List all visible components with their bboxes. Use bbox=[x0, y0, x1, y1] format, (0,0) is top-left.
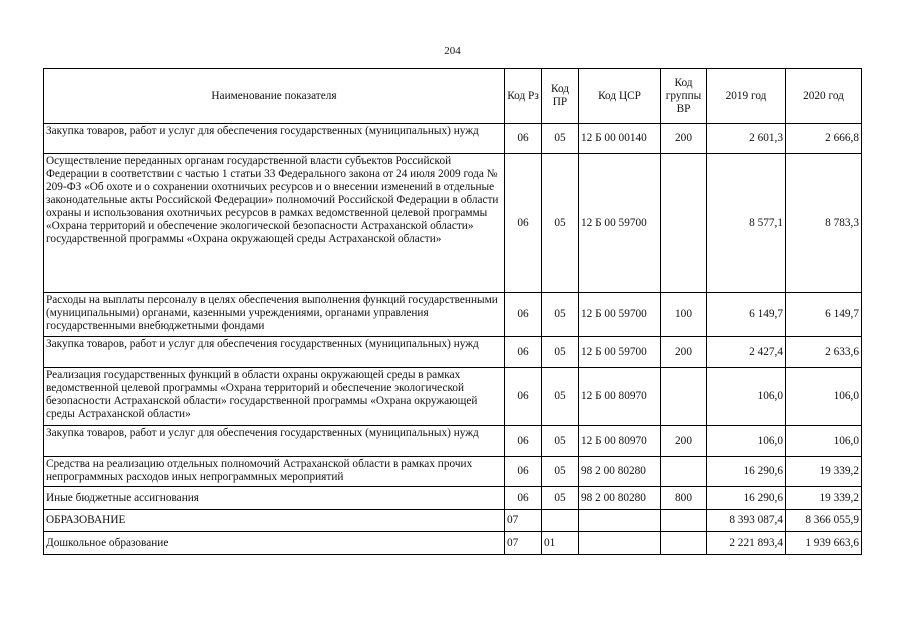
budget-table bbox=[43, 68, 862, 555]
row-pr: 05 bbox=[542, 124, 579, 154]
row-vr: 100 bbox=[661, 293, 707, 337]
row-rz: 06 bbox=[505, 154, 542, 293]
row-2019: 16 290,6 bbox=[707, 487, 786, 510]
row-vr bbox=[661, 154, 707, 293]
row-vr bbox=[661, 532, 707, 555]
row-name: Реализация государственных функций в области охраны окружающей среды в рамках ведомственной целевой программы «Охрана территорий и обеспечение экологической безопасности Астраханской области» государственной программы «Охрана окружающей среды Астраханской области» bbox=[44, 368, 505, 426]
row-2020: 2 633,6 bbox=[786, 337, 862, 368]
header-pr: Код ПР bbox=[542, 69, 579, 124]
row-vr bbox=[661, 457, 707, 487]
row-name: ОБРАЗОВАНИЕ bbox=[44, 510, 505, 532]
header-2020: 2020 год bbox=[786, 69, 862, 124]
row-pr: 01 bbox=[542, 532, 579, 555]
table-row bbox=[44, 426, 862, 457]
row-name: Закупка товаров, работ и услуг для обеспечения государственных (муниципальных) нужд bbox=[44, 426, 505, 457]
row-name: Средства на реализацию отдельных полномочий Астраханской области в рамках прочих непрограммных расходов иных непрограммных мероприятий bbox=[44, 457, 505, 487]
header-row bbox=[44, 69, 862, 124]
row-csr bbox=[579, 532, 661, 555]
row-rz: 06 bbox=[505, 487, 542, 510]
row-2019: 8 393 087,4 bbox=[707, 510, 786, 532]
row-name: Дошкольное образование bbox=[44, 532, 505, 555]
row-csr: 12 Б 00 59700 bbox=[579, 337, 661, 368]
row-2020: 106,0 bbox=[786, 368, 862, 426]
table-row bbox=[44, 293, 862, 337]
row-pr: 05 bbox=[542, 487, 579, 510]
row-csr: 12 Б 00 59700 bbox=[579, 293, 661, 337]
table-row bbox=[44, 532, 862, 555]
row-rz: 06 bbox=[505, 337, 542, 368]
row-csr: 12 Б 00 59700 bbox=[579, 154, 661, 293]
row-pr bbox=[542, 510, 579, 532]
row-rz: 06 bbox=[505, 426, 542, 457]
row-pr: 05 bbox=[542, 457, 579, 487]
row-2019: 2 221 893,4 bbox=[707, 532, 786, 555]
table-row bbox=[44, 124, 862, 154]
row-vr: 800 bbox=[661, 487, 707, 510]
row-csr: 12 Б 00 80970 bbox=[579, 426, 661, 457]
table-row bbox=[44, 337, 862, 368]
row-name: Расходы на выплаты персоналу в целях обеспечения выполнения функций государственными (муниципальными) органами, казенными учреждениями, органами управления государственными внебюджетными фондами bbox=[44, 293, 505, 337]
row-vr bbox=[661, 510, 707, 532]
table-row bbox=[44, 368, 862, 426]
row-csr: 98 2 00 80280 bbox=[579, 457, 661, 487]
header-rz: Код Рз bbox=[505, 69, 542, 124]
row-pr: 05 bbox=[542, 368, 579, 426]
row-2019: 106,0 bbox=[707, 426, 786, 457]
row-pr: 05 bbox=[542, 154, 579, 293]
table-row bbox=[44, 154, 862, 293]
row-rz: 06 bbox=[505, 368, 542, 426]
row-2019: 16 290,6 bbox=[707, 457, 786, 487]
row-name: Закупка товаров, работ и услуг для обеспечения государственных (муниципальных) нужд bbox=[44, 124, 505, 154]
row-2020: 19 339,2 bbox=[786, 487, 862, 510]
row-rz: 06 bbox=[505, 457, 542, 487]
row-2020: 6 149,7 bbox=[786, 293, 862, 337]
header-2019: 2019 год bbox=[707, 69, 786, 124]
row-rz: 06 bbox=[505, 124, 542, 154]
table-row bbox=[44, 510, 862, 532]
row-vr: 200 bbox=[661, 337, 707, 368]
row-2020: 2 666,8 bbox=[786, 124, 862, 154]
row-2019: 6 149,7 bbox=[707, 293, 786, 337]
row-2020: 106,0 bbox=[786, 426, 862, 457]
row-2019: 106,0 bbox=[707, 368, 786, 426]
row-csr bbox=[579, 510, 661, 532]
row-2019: 2 601,3 bbox=[707, 124, 786, 154]
row-csr: 12 Б 00 80970 bbox=[579, 368, 661, 426]
row-name: Закупка товаров, работ и услуг для обеспечения государственных (муниципальных) нужд bbox=[44, 337, 505, 368]
table-row bbox=[44, 457, 862, 487]
row-2020: 8 366 055,9 bbox=[786, 510, 862, 532]
row-vr: 200 bbox=[661, 426, 707, 457]
row-2019: 8 577,1 bbox=[707, 154, 786, 293]
row-csr: 98 2 00 80280 bbox=[579, 487, 661, 510]
row-vr: 200 bbox=[661, 124, 707, 154]
row-2019: 2 427,4 bbox=[707, 337, 786, 368]
header-name: Наименование показателя bbox=[44, 69, 505, 124]
row-rz: 07 bbox=[505, 532, 542, 555]
row-2020: 1 939 663,6 bbox=[786, 532, 862, 555]
header-vr: Код группы ВР bbox=[661, 69, 707, 124]
row-vr bbox=[661, 368, 707, 426]
row-name: Иные бюджетные ассигнования bbox=[44, 487, 505, 510]
row-2020: 19 339,2 bbox=[786, 457, 862, 487]
header-csr: Код ЦСР bbox=[579, 69, 661, 124]
row-rz: 07 bbox=[505, 510, 542, 532]
table-row bbox=[44, 487, 862, 510]
row-pr: 05 bbox=[542, 293, 579, 337]
row-2020: 8 783,3 bbox=[786, 154, 862, 293]
row-pr: 05 bbox=[542, 426, 579, 457]
page-number: 204 bbox=[444, 45, 461, 57]
row-pr: 05 bbox=[542, 337, 579, 368]
row-csr: 12 Б 00 00140 bbox=[579, 124, 661, 154]
row-name: Осуществление переданных органам государственной власти субъектов Российской Федерации в соответствии с частью 1 статьи 33 Федерального закона от 24 июля 2009 года № 209-ФЗ «Об охоте и о сохранении охотничьих ресурсов и о внесении изменений в отдельные законодательные акты Российской Федерации» полномочий Российской Федерации в области охраны и использования охотничьих ресурсов в рамках ведомственной целевой программы «Охрана территорий и обеспечение экологической безопасности Астраханской области» государственной программы «Охрана окружающей среды Астраханской области» bbox=[44, 154, 505, 293]
row-rz: 06 bbox=[505, 293, 542, 337]
